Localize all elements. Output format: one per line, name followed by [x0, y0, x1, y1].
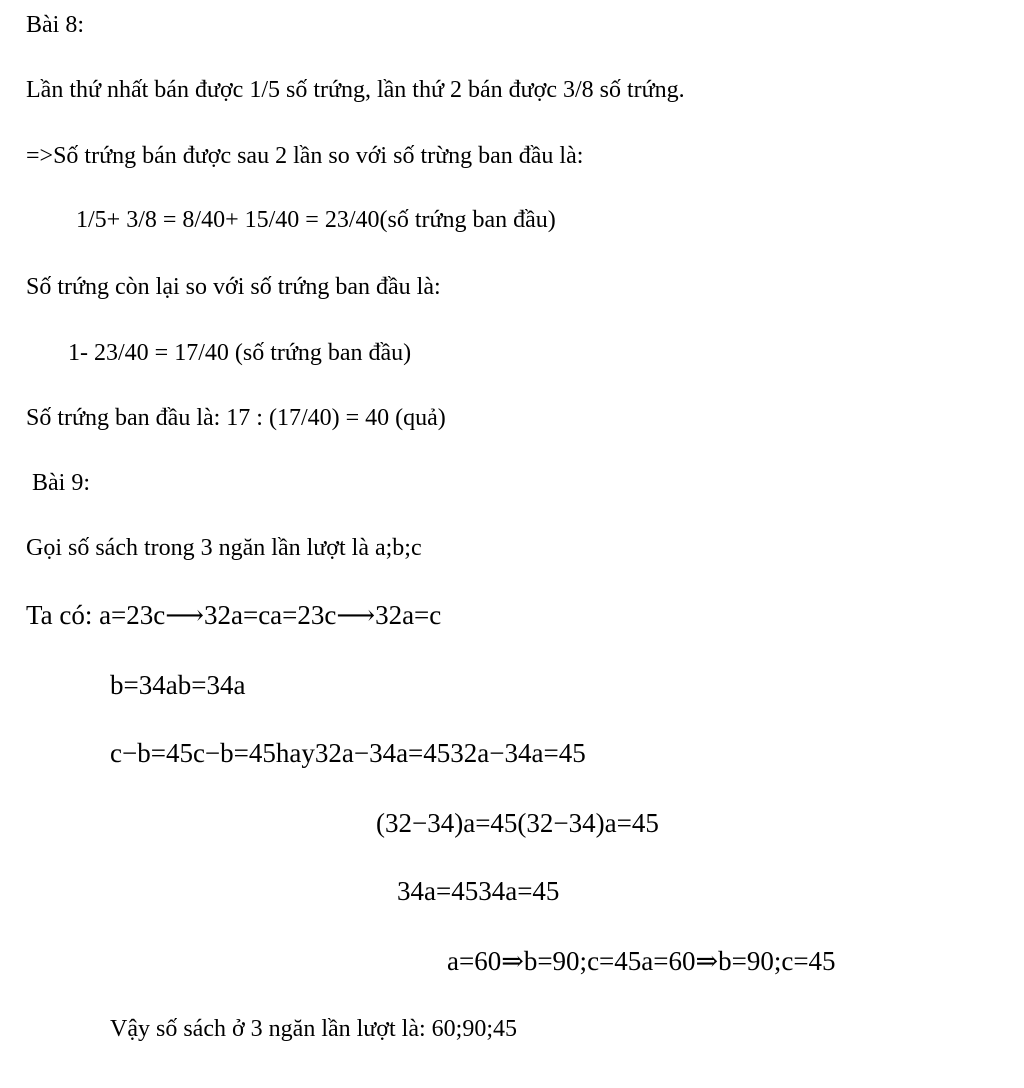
bai9-equation-3: c−b=45c−b=45hay32a−34a=4532a−34a=45	[110, 738, 586, 768]
bai8-heading: Bài 8:	[26, 12, 84, 38]
bai9-equation-6: a=60⇒b=90;c=45a=60⇒b=90;c=45	[447, 946, 836, 976]
bai9-equation-5: 34a=4534a=45	[397, 876, 560, 906]
bai8-paragraph-2: =>Số trứng bán được sau 2 lần so với số trừng ban đầu là:	[26, 143, 584, 169]
bai8-equation-2: 1- 23/40 = 17/40 (số trứng ban đầu)	[68, 340, 412, 366]
bai9-equation-1: Ta có: a=23c⟶32a=ca=23c⟶32a=c	[26, 600, 442, 630]
bai9-heading: Bài 9:	[32, 470, 90, 496]
bai9-conclusion: Vậy số sách ở 3 ngăn lần lượt là: 60;90;45	[110, 1016, 517, 1042]
bai8-paragraph-3: Số trứng còn lại so với số trứng ban đầu là:	[26, 274, 441, 300]
bai9-paragraph-1: Gọi số sách trong 3 ngăn lần lượt là a;b;c	[26, 535, 422, 561]
bai9-equation-2: b=34ab=34a	[110, 670, 246, 700]
bai8-answer: Số trứng ban đầu là: 17 : (17/40) = 40 (quả)	[26, 405, 446, 431]
bai9-equation-4: (32−34)a=45(32−34)a=45	[376, 808, 659, 838]
bai8-paragraph-1: Lần thứ nhất bán được 1/5 số trứng, lần thứ 2 bán được 3/8 số trứng.	[26, 77, 685, 103]
bai8-equation-1: 1/5+ 3/8 = 8/40+ 15/40 = 23/40(số trứng ban đầu)	[76, 207, 556, 233]
